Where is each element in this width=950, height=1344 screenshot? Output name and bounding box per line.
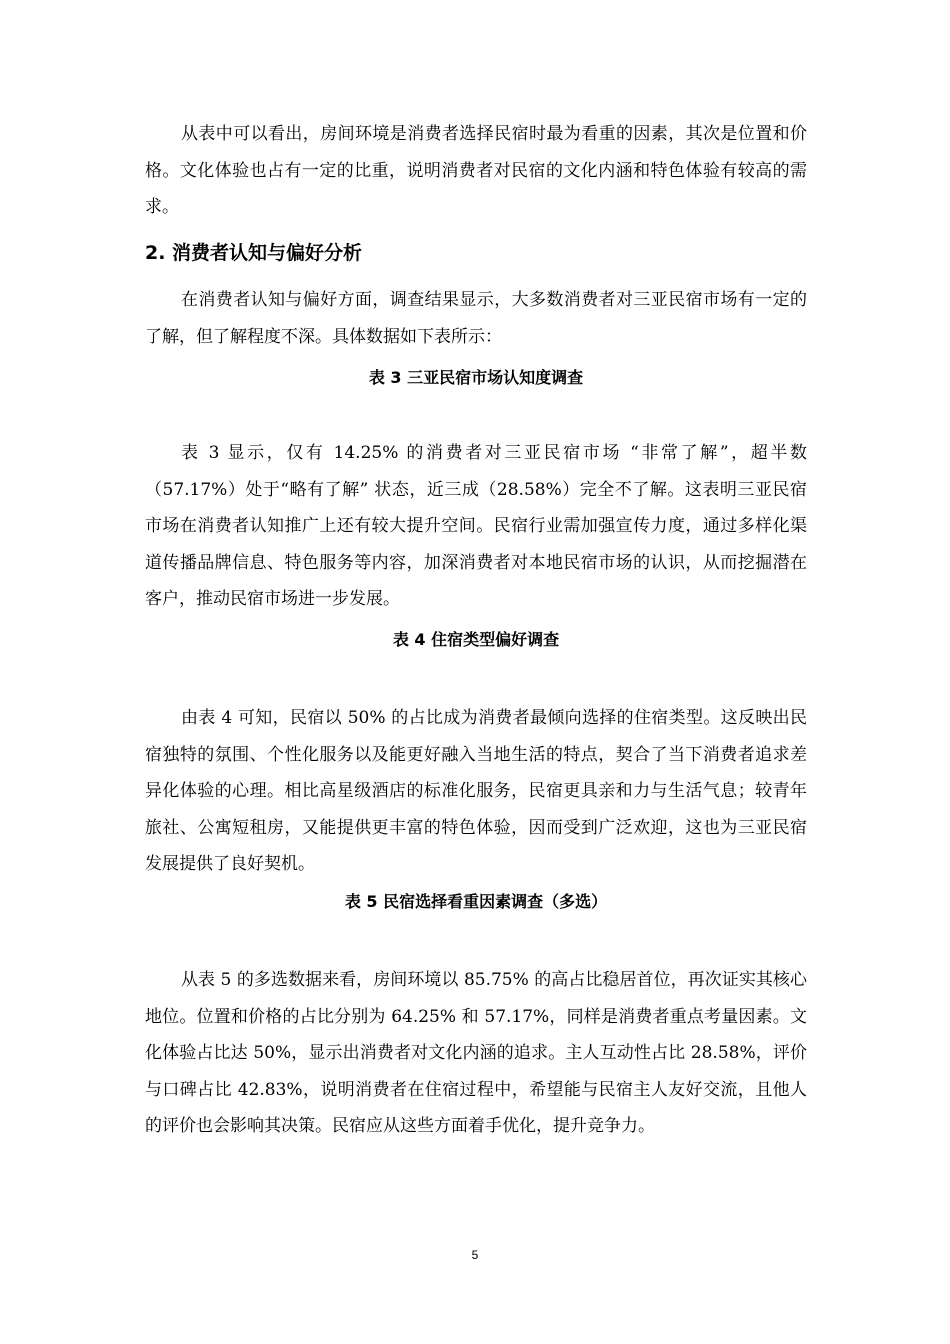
paragraph-table-3-analysis: 表 3 显示，仅有 14.25% 的消费者对三亚民宿市场 “非常了解”，超半数（57.17%）处于“略有了解” 状态，近三成（28.58%）完全不了解。这表明三亚民宿市场在消费者认知推广上还有较大提升空间。民宿行业需加强宣传力度，通过多样化渠道传播品牌信息、特色服务等内容，加深消费者对本地民宿市场的认识，从而挖掘潜在客户，推动民宿市场进一步发展。: [145, 443, 807, 609]
paragraph-table-5-analysis: 从表 5 的多选数据来看，房间环境以 85.75% 的高占比稳居首位，再次证实其核心地位。位置和价格的占比分别为 64.25% 和 57.17%，同样是消费者重点考量因素。文化体验占比达 50%，显示出消费者对文化内涵的追求。主人互动性占比 28.58%，评价与口碑占比 42.83%，说明消费者在住宿过程中，希望能与民宿主人友好交流，且他人的评价也会影响其决策。民宿应从这些方面着手优化，提升竞争力。: [145, 970, 807, 1136]
table-4-caption: 表 4 住宿类型偏好调查: [392, 630, 560, 649]
page-number: 5: [471, 1248, 479, 1262]
section-heading: 2. 消费者认知与偏好分析: [145, 242, 363, 264]
paragraph-table-4-analysis: 由表 4 可知，民宿以 50% 的占比成为消费者最倾向选择的住宿类型。这反映出民宿独特的氛围、个性化服务以及能更好融入当地生活的特点，契合了当下消费者追求差异化体验的心理。相比高星级酒店的标准化服务，民宿更具亲和力与生活气息；较青年旅社、公寓短租房，又能提供更丰富的特色体验，因而受到广泛欢迎，这也为三亚民宿发展提供了良好契机。: [145, 708, 807, 874]
paragraph-table-summary: 从表中可以看出，房间环境是消费者选择民宿时最为看重的因素，其次是位置和价格。文化体验也占有一定的比重，说明消费者对民宿的文化内涵和特色体验有较高的需求。: [145, 124, 807, 217]
paragraph-cognition-intro: 在消费者认知与偏好方面，调查结果显示，大多数消费者对三亚民宿市场有一定的了解，但了解程度不深。具体数据如下表所示：: [145, 290, 807, 347]
table-5-caption: 表 5 民宿选择看重因素调查（多选）: [344, 892, 608, 911]
table-3-caption: 表 3 三亚民宿市场认知度调查: [368, 368, 584, 387]
